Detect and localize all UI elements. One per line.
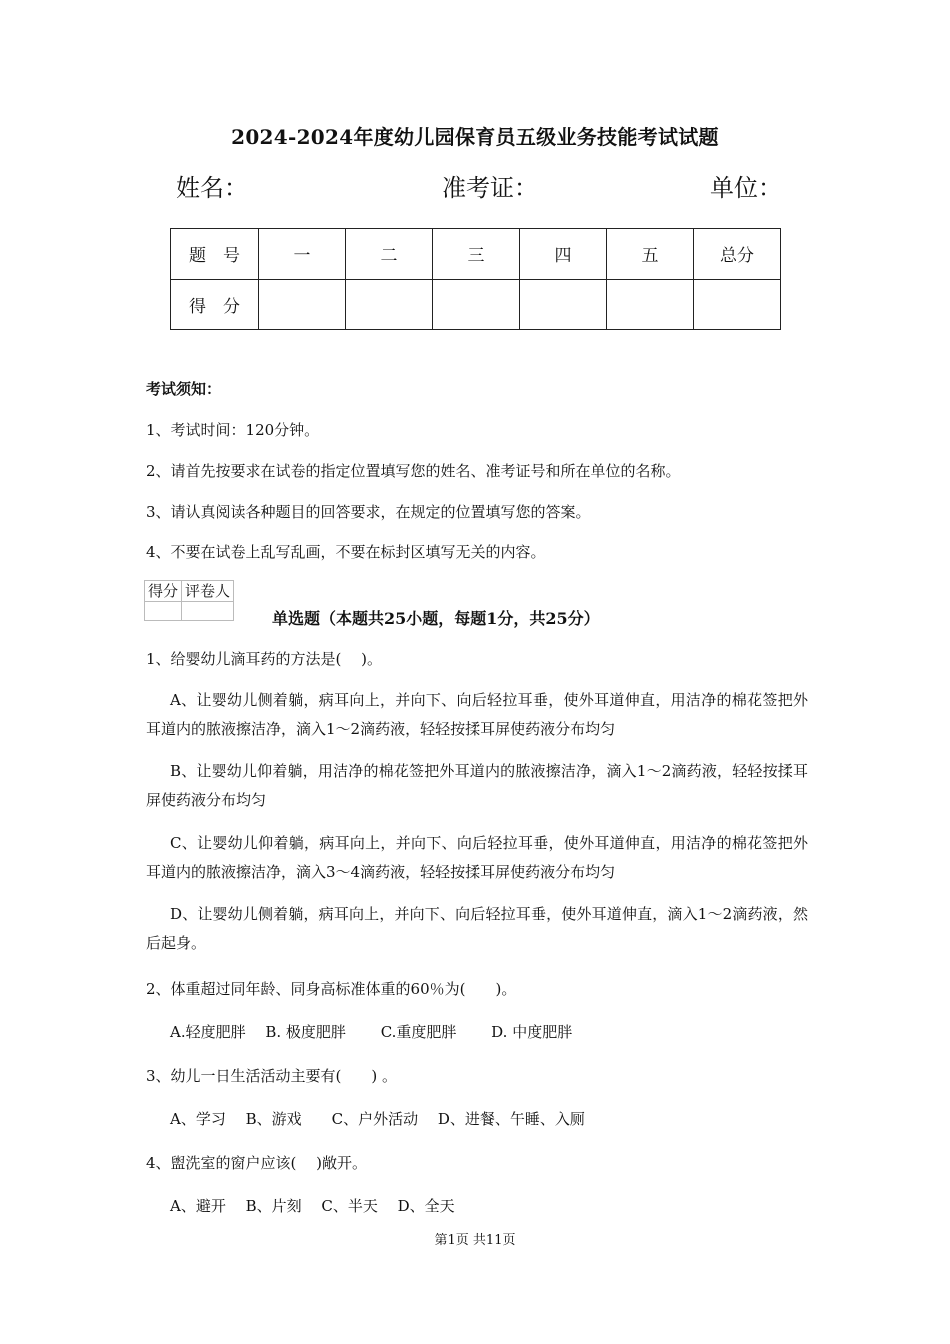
score-cell xyxy=(520,279,607,330)
score-cell xyxy=(433,279,520,330)
question-stem: 4、盥洗室的窗户应该( )敞开。 xyxy=(146,1154,368,1172)
score-table-header-cell: 二 xyxy=(346,229,433,280)
answer-options-row: A、学习 B、游戏 C、户外活动 D、进餐、午睡、入厕 xyxy=(170,1110,585,1128)
unit-field-label: 单位： xyxy=(710,174,782,202)
notice-item: 4、不要在试卷上乱写乱画，不要在标封区填写无关的内容。 xyxy=(146,543,546,561)
answer-options-row: A、避开 B、片刻 C、半天 D、全天 xyxy=(170,1197,455,1215)
answer-option: D、让婴幼儿侧着躺，病耳向上，并向下、向后轻拉耳垂，使外耳道伸直，滴入1～2滴药液，然后起身。 xyxy=(146,905,808,952)
reviewer-box xyxy=(144,580,234,621)
score-table-header-cell: 五 xyxy=(607,229,694,280)
section-title: 单选题（本题共25小题，每题1分，共25分） xyxy=(272,609,600,628)
answer-options-row: A.轻度肥胖 B. 极度肥胖 C.重度肥胖 D. 中度肥胖 xyxy=(170,1023,573,1041)
exam-number-field-label: 准考证： xyxy=(442,174,538,202)
notice-heading: 考试须知： xyxy=(146,380,222,398)
page-footer: 第1页 共11页 xyxy=(434,1233,516,1248)
answer-option: C、让婴幼儿仰着躺，病耳向上，并向下、向后轻拉耳垂，使外耳道伸直，用洁净的棉花签把外耳道内的脓液擦洁净，滴入3～4滴药液，轻轻按揉耳屏使药液分布均匀 xyxy=(146,834,808,881)
reviewer-score-label: 得分 xyxy=(145,581,182,602)
score-table xyxy=(170,228,781,330)
score-cell xyxy=(346,279,433,330)
score-table-header-cell: 一 xyxy=(259,229,346,280)
score-row-label: 得 分 xyxy=(171,279,259,330)
answer-option: B、让婴幼儿仰着躺，用洁净的棉花签把外耳道内的脓液擦洁净，滴入1～2滴药液，轻轻按揉耳屏使药液分布均匀 xyxy=(146,762,808,809)
score-table-header-cell: 四 xyxy=(520,229,607,280)
score-table-header-row xyxy=(171,229,781,280)
notice-item: 1、考试时间：120分钟。 xyxy=(146,421,320,439)
question-stem: 1、给婴幼儿滴耳药的方法是( )。 xyxy=(146,650,383,668)
score-cell xyxy=(259,279,346,330)
reviewer-score-cell xyxy=(145,602,182,621)
score-table-header-cell: 题 号 xyxy=(171,229,259,280)
score-table-score-row xyxy=(171,279,781,330)
score-table-header-cell: 总分 xyxy=(694,229,781,280)
answer-option: A、让婴幼儿侧着躺，病耳向上，并向下、向后轻拉耳垂，使外耳道伸直，用洁净的棉花签把外耳道内的脓液擦洁净，滴入1～2滴药液，轻轻按揉耳屏使药液分布均匀 xyxy=(146,691,808,738)
score-table-header-cell: 三 xyxy=(433,229,520,280)
name-field-label: 姓名： xyxy=(176,174,248,202)
candidate-fields xyxy=(176,168,782,204)
exam-title: 2024-2024年度幼儿园保育员五级业务技能考试试题 xyxy=(231,125,719,149)
score-cell xyxy=(607,279,694,330)
notice-item: 3、请认真阅读各种题目的回答要求，在规定的位置填写您的答案。 xyxy=(146,503,591,521)
reviewer-name-cell xyxy=(182,602,234,621)
reviewer-name-label: 评卷人 xyxy=(182,581,234,602)
score-cell xyxy=(694,279,781,330)
question-stem: 3、幼儿一日生活活动主要有( ) 。 xyxy=(146,1067,398,1085)
notice-item: 2、请首先按要求在试卷的指定位置填写您的姓名、准考证号和所在单位的名称。 xyxy=(146,462,681,480)
question-stem: 2、体重超过同年龄、同身高标准体重的60％为( )。 xyxy=(146,980,517,998)
